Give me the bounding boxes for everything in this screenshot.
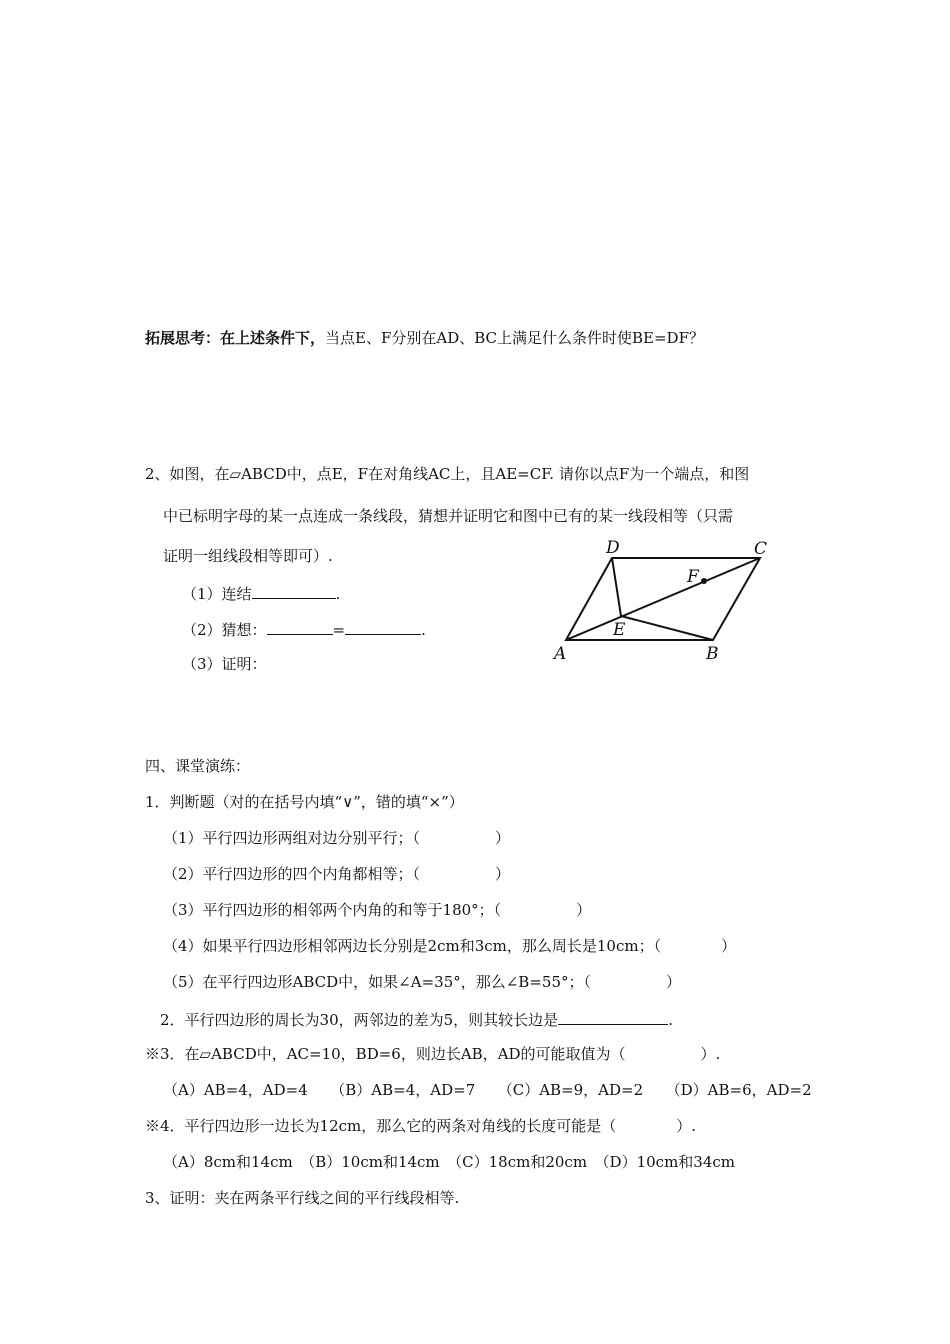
question-4: ※4．平行四边形一边长为12cm，那么它的两条对角线的长度可能是（ ）. — [145, 1117, 697, 1135]
judgement-item-5: （5）在平行四边形ABCD中，如果∠A=35°，那么∠B=55°；（ ） — [163, 973, 681, 991]
question-4-options: （A）8cm和14cm （B）10cm和14cm （C）18cm和20cm （D）10cm和34cm — [163, 1153, 736, 1171]
problem2-line2: 中已标明字母的某一点连成一条线段，猜想并证明它和图中已有的某一线段相等（只需 — [163, 507, 734, 525]
extension-label: 拓展思考：在上述条件下， — [145, 329, 326, 347]
segment-de — [612, 558, 621, 616]
label-a: A — [554, 644, 567, 664]
label-e: E — [613, 620, 626, 640]
judgement-item-1: （1）平行四边形两组对边分别平行；（ ） — [163, 829, 511, 847]
step1-label: （1）连结 — [182, 585, 252, 603]
parallelogram-figure — [548, 535, 788, 665]
step2-label: （2）猜想： — [182, 621, 267, 639]
extension-question — [145, 328, 704, 348]
extension-text: 当点E、F分别在AD、BC上满足什么条件时使BE=DF？ — [325, 329, 704, 347]
problem2-step2 — [182, 618, 426, 640]
problem2-step1 — [182, 582, 340, 604]
problem2-line3: 证明一组线段相等即可）. — [163, 547, 333, 565]
judgement-item-2: （2）平行四边形的四个内角都相等；（ ） — [163, 865, 511, 883]
connect-blank[interactable] — [252, 582, 336, 599]
judgement-item-4: （4）如果平行四边形相邻两边长分别是2cm和3cm，那么周长是10cm；（ ） — [163, 937, 737, 955]
step1-end: . — [335, 585, 341, 603]
longer-side-blank[interactable] — [558, 1008, 668, 1025]
question-2-text: 2．平行四边形的周长为30，两邻边的差为5，则其较长边是 — [160, 1011, 559, 1029]
problem2-step3: （3）证明： — [182, 655, 267, 673]
step2-equals: = — [332, 621, 346, 639]
question-2-end: . — [668, 1011, 673, 1029]
label-b: B — [706, 644, 719, 664]
section4-title: 四、课堂演练： — [145, 757, 251, 775]
label-f: F — [687, 567, 699, 587]
label-c: C — [754, 539, 768, 559]
question-3: ※3．在▱ABCD中，AC=10，BD=6，则边长AB，AD的可能取值为（ ）. — [145, 1045, 721, 1063]
question-2 — [160, 1008, 673, 1030]
point-f — [701, 578, 707, 584]
step2-end: . — [421, 621, 426, 639]
problem2-line1: 2、如图，在▱ABCD中，点E，F在对角线AC上，且AE=CF. 请你以点F为一个端点，和图 — [145, 465, 750, 483]
segment-eb — [621, 616, 713, 640]
judgement-item-3: （3）平行四边形的相邻两个内角的和等于180°；（ ） — [163, 901, 592, 919]
proof-question: 3、证明：夹在两条平行线之间的平行线段相等. — [145, 1189, 460, 1207]
guess-blank-left[interactable] — [267, 618, 333, 635]
guess-blank-right[interactable] — [345, 618, 421, 635]
label-d: D — [606, 538, 620, 558]
judgement-question: 1．判断题（对的在括号内填“∨”，错的填“×”） — [145, 793, 464, 811]
question-3-options: （A）AB=4，AD=4 （B）AB=4，AD=7 （C）AB=9，AD=2 （D）AB=6，AD=2 — [163, 1081, 812, 1099]
